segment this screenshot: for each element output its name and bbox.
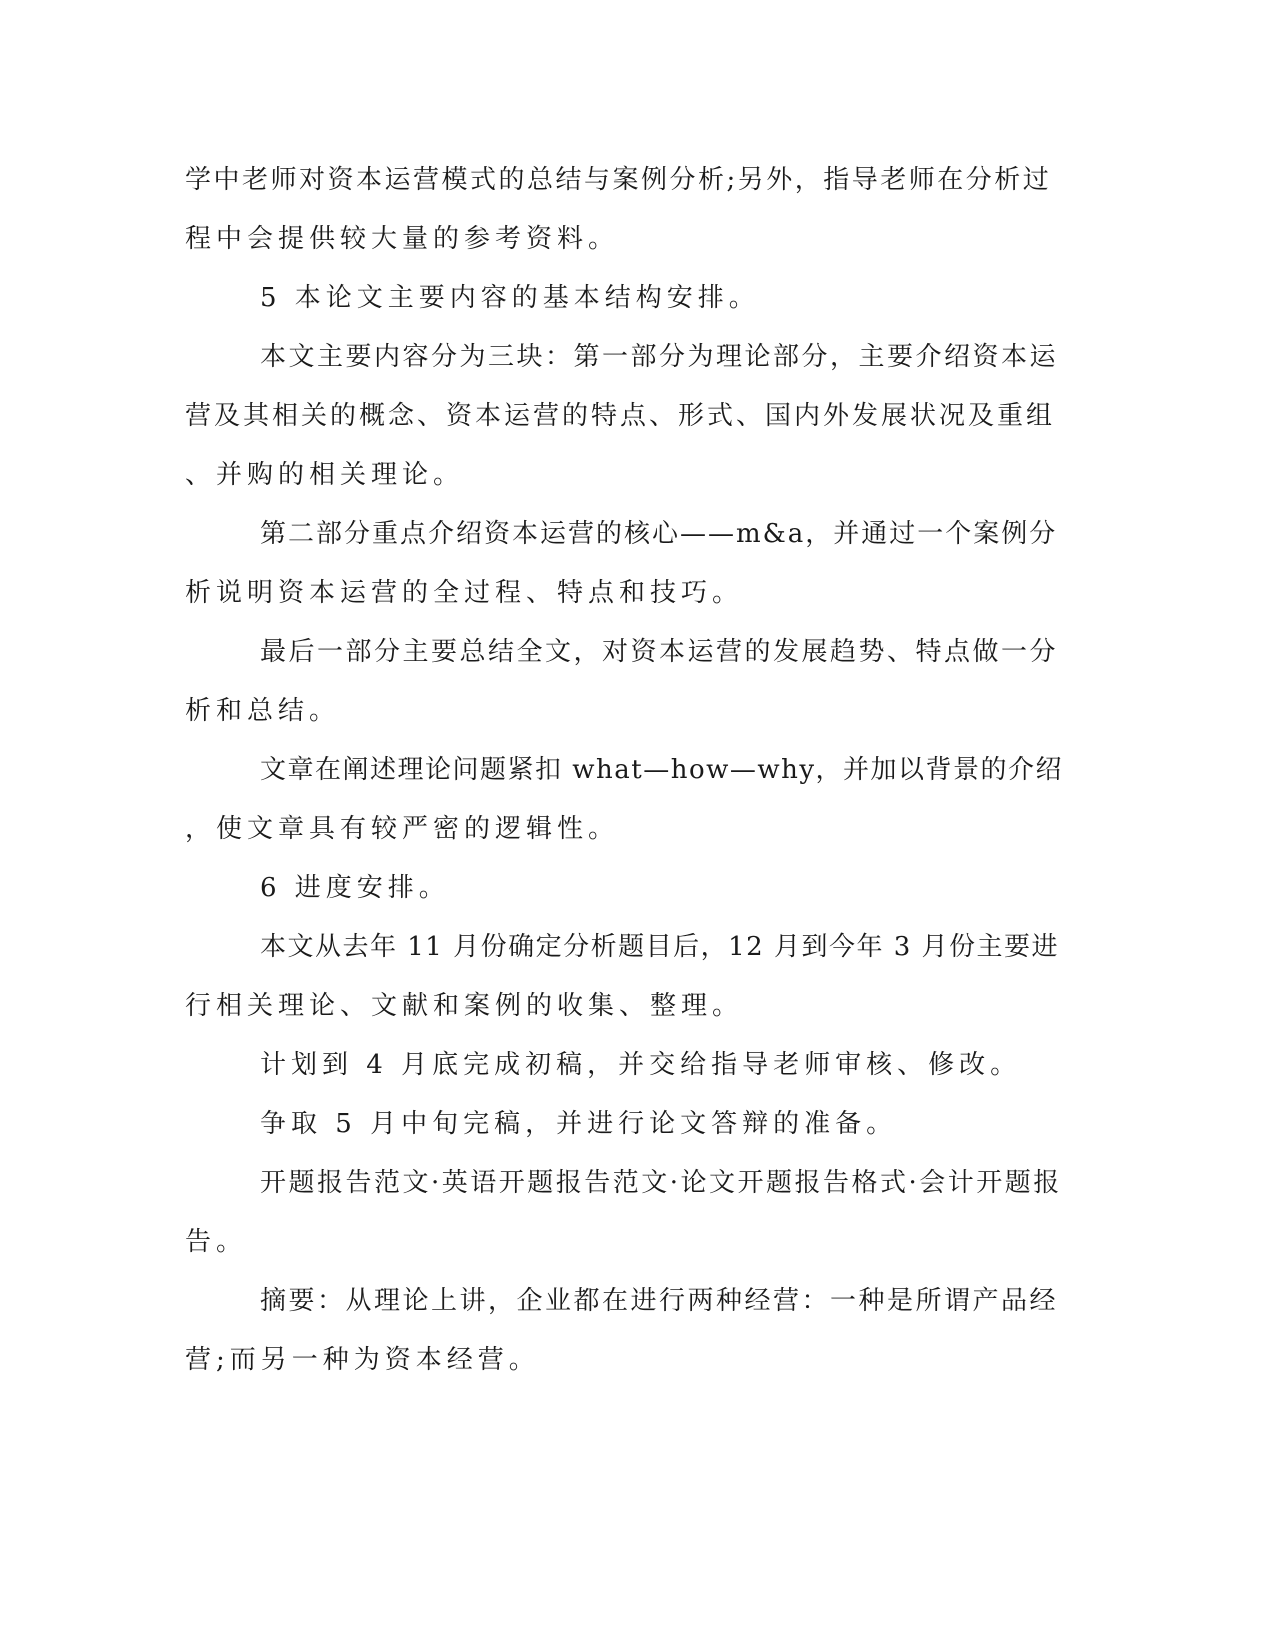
section-heading: 6 进度安排。 bbox=[260, 873, 450, 903]
text-line: 学中老师对资本运营模式的总结与案例分析;另外，指导老师在分析过 bbox=[185, 165, 1052, 195]
text-line: 、并购的相关理论。 bbox=[185, 460, 465, 490]
text-line: 营;而另一种为资本经营。 bbox=[185, 1345, 540, 1375]
text-line: 文章在阐述理论问题紧扣 what—how—why，并加以背景的介绍 bbox=[260, 755, 1064, 785]
text-line: 析说明资本运营的全过程、特点和技巧。 bbox=[185, 578, 744, 608]
text-line: 计划到 4 月底完成初稿，并交给指导老师审核、修改。 bbox=[260, 1050, 1022, 1080]
text-line: 析和总结。 bbox=[185, 696, 341, 726]
text-line: 行相关理论、文献和案例的收集、整理。 bbox=[185, 991, 744, 1021]
text-line: 营及其相关的概念、资本运营的特点、形式、国内外发展状况及重组 bbox=[185, 401, 1056, 431]
text-line: 本文主要内容分为三块：第一部分为理论部分，主要介绍资本运 bbox=[260, 342, 1059, 372]
text-line: 告。 bbox=[185, 1227, 248, 1257]
text-line: 争取 5 月中旬完稿，并进行论文答辩的准备。 bbox=[260, 1109, 898, 1139]
text-line: 本文从去年 11 月份确定分析题目后，12 月到今年 3 月份主要进 bbox=[260, 932, 1060, 962]
text-line: 开题报告范文·英语开题报告范文·论文开题报告格式·会计开题报 bbox=[260, 1168, 1062, 1198]
text-line: 程中会提供较大量的参考资料。 bbox=[185, 224, 620, 254]
section-heading: 5 本论文主要内容的基本结构安排。 bbox=[260, 283, 760, 313]
text-line: 第二部分重点介绍资本运营的核心——m&a，并通过一个案例分 bbox=[260, 519, 1058, 549]
text-line: 最后一部分主要总结全文，对资本运营的发展趋势、特点做一分 bbox=[260, 637, 1059, 667]
text-line: 摘要：从理论上讲，企业都在进行两种经营：一种是所谓产品经 bbox=[260, 1286, 1059, 1316]
text-line: ，使文章具有较严密的逻辑性。 bbox=[185, 814, 620, 844]
